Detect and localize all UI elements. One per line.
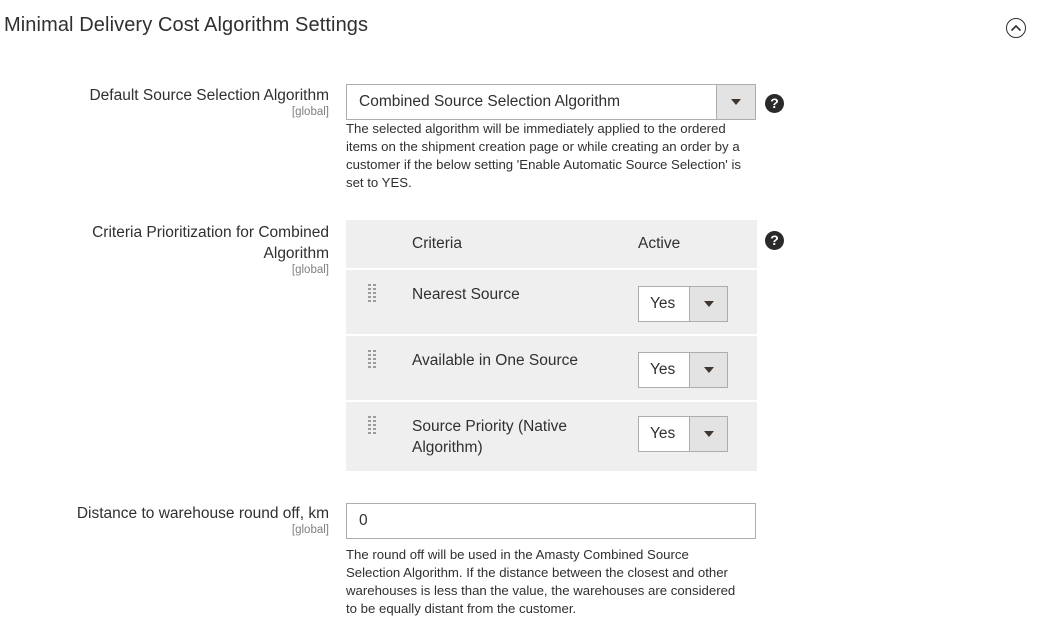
default-algorithm-selected-value: Combined Source Selection Algorithm: [359, 93, 621, 110]
criteria-grid: [346, 220, 757, 471]
triangle-down-icon: [704, 301, 714, 307]
active-select-nearest-source[interactable]: [638, 286, 728, 322]
active-column-header: Active: [638, 235, 681, 252]
active-select-arrow[interactable]: [689, 417, 727, 451]
default-algorithm-help-icon[interactable]: ?: [765, 94, 784, 113]
criteria-name: Available in One Source: [412, 352, 579, 369]
active-select-arrow[interactable]: [689, 287, 727, 321]
distance-scope: [global]: [291, 524, 329, 536]
drag-handle-icon[interactable]: [368, 350, 378, 368]
default-algorithm-label: [89, 85, 329, 119]
chevron-up-icon: [1010, 24, 1022, 32]
triangle-down-icon: [704, 431, 714, 437]
criteria-help-icon[interactable]: ?: [765, 231, 784, 250]
triangle-down-icon: [731, 99, 741, 105]
criteria-label-line2: Algorithm: [263, 245, 329, 262]
active-select-arrow[interactable]: [689, 353, 727, 387]
triangle-down-icon: [704, 367, 714, 373]
collapse-section-button[interactable]: [1006, 18, 1026, 38]
criteria-grid-header: [346, 220, 757, 268]
criteria-scope: [global]: [291, 264, 329, 276]
active-selected-value: Yes: [650, 425, 676, 442]
distance-label-text: Distance to warehouse round off, km: [76, 505, 329, 522]
criteria-name-line2: Algorithm): [412, 439, 483, 456]
active-select-source-priority[interactable]: [638, 416, 728, 452]
criteria-row-available-in-one-source: [346, 334, 757, 400]
active-selected-value: Yes: [650, 361, 676, 378]
criteria-label: [92, 222, 329, 277]
active-select-available-in-one-source[interactable]: [638, 352, 728, 388]
default-algorithm-note: The selected algorithm will be immediately applied to the ordered items on the shipment creation page or while creating an order by a customer if the below setting 'Enable Automatic Source Selection' is set to YES.: [346, 121, 742, 190]
default-algorithm-scope: [global]: [291, 106, 329, 118]
default-algorithm-label-text: Default Source Selection Algorithm: [89, 87, 329, 104]
distance-label: [77, 503, 329, 537]
drag-handle-icon[interactable]: [368, 284, 378, 302]
criteria-name: [412, 416, 567, 458]
criteria-row-nearest-source: [346, 268, 757, 334]
section-title: Minimal Delivery Cost Algorithm Settings: [4, 14, 369, 36]
distance-note: The round off will be used in the Amasty Combined Source Selection Algorithm. If the distance between the closest and other warehouses is less than the value, the warehouses are considered to be equally distant from the customer.: [346, 547, 736, 616]
criteria-row-source-priority: [346, 400, 757, 471]
active-selected-value: Yes: [650, 295, 676, 312]
default-algorithm-select[interactable]: [346, 84, 756, 120]
criteria-column-header: Criteria: [412, 235, 462, 252]
criteria-label-line1: Criteria Prioritization for Combined: [92, 224, 329, 241]
criteria-name: Nearest Source: [412, 286, 520, 303]
drag-handle-icon[interactable]: [368, 416, 378, 434]
distance-round-off-input[interactable]: [346, 503, 756, 539]
criteria-name-line1: Source Priority (Native: [412, 418, 568, 435]
default-algorithm-select-arrow[interactable]: [716, 85, 755, 119]
